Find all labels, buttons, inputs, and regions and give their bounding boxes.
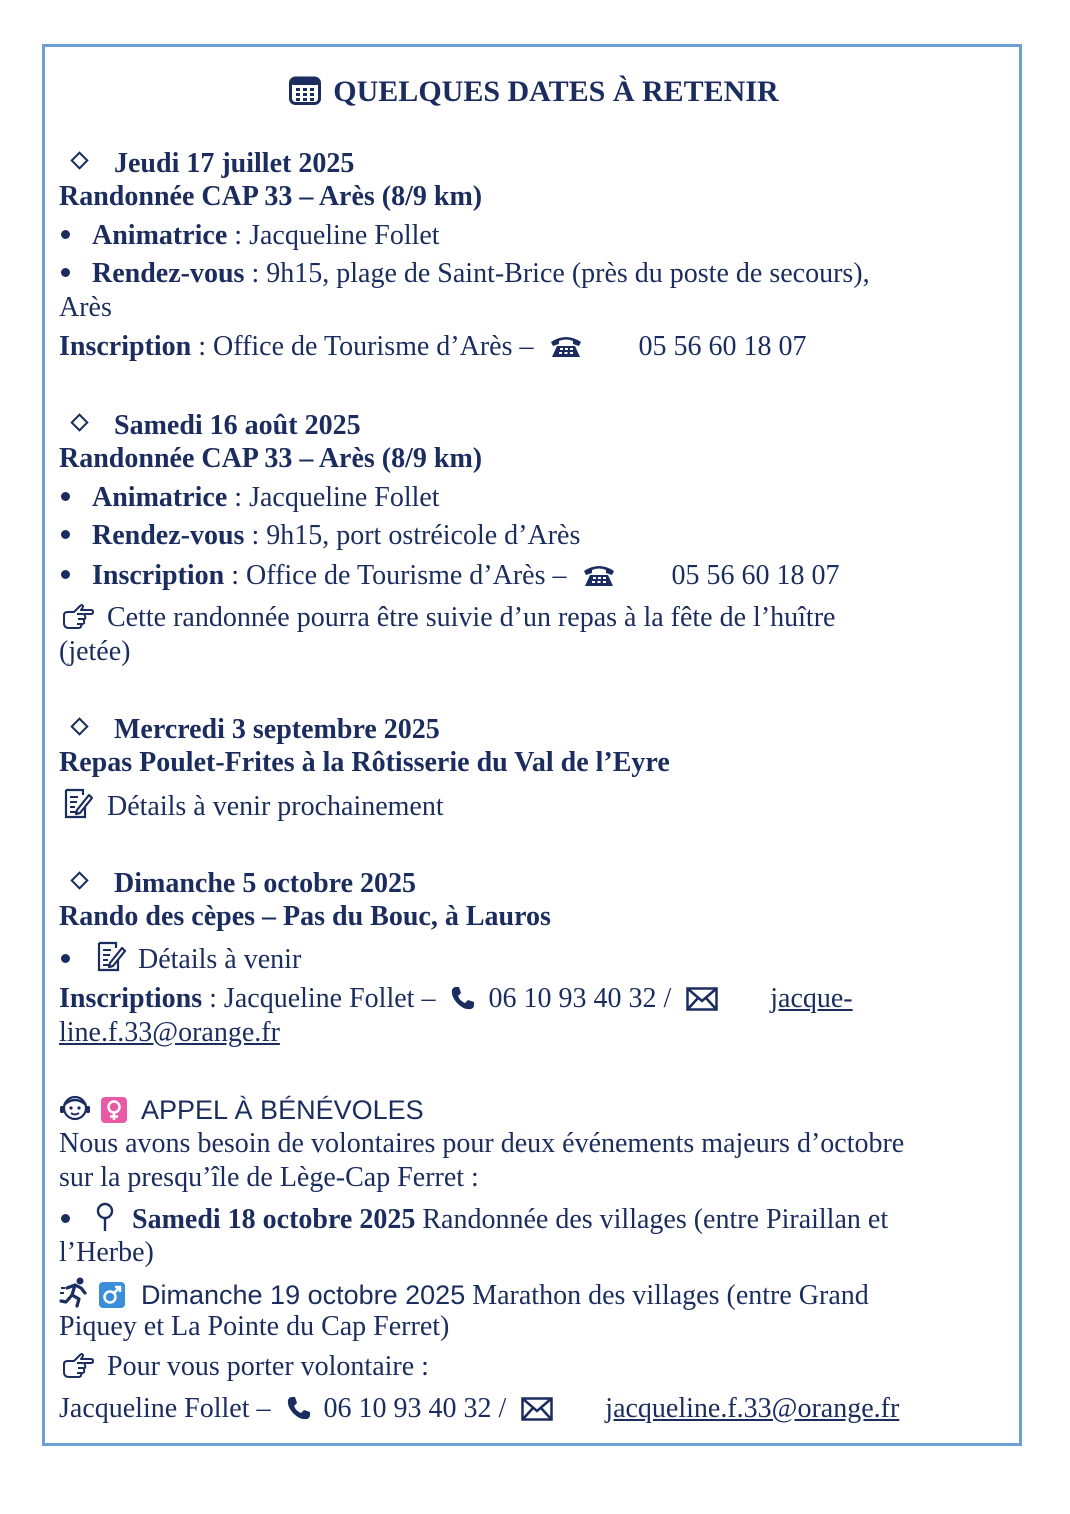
content-frame: [42, 44, 1022, 1446]
event-1-date: Jeudi 17 juillet 2025: [114, 148, 355, 179]
event-1-phone[interactable]: 05 56 60 18 07: [638, 331, 807, 362]
telephone-icon: [549, 333, 583, 368]
event-4-email-link-cont[interactable]: line.f.33@orange.fr: [59, 1017, 280, 1048]
bullet-icon: [61, 570, 70, 579]
inscription-label: Inscription: [92, 560, 225, 591]
animatrice-label: Animatrice: [92, 220, 228, 251]
event-3-date-line: [59, 713, 440, 747]
event-2-note: [59, 601, 835, 639]
rdv-label: Rendez-vous: [92, 520, 245, 551]
bullet-icon: [61, 268, 70, 277]
volunteer-event-1-text: Randonnée des villages (entre Piraillan et: [415, 1204, 889, 1235]
bullet-icon: [61, 492, 70, 501]
diamond-bullet-icon: [70, 871, 88, 889]
handset-icon: [450, 985, 476, 1020]
event-4-inscriptions: [59, 982, 853, 1020]
bullet-icon: [61, 954, 70, 963]
rdv-value: : 9h15, plage de Saint-Brice (près du poste de secours),: [244, 258, 870, 289]
event-2-animatrice: [59, 481, 440, 515]
event-4-name: Rando des cèpes – Pas du Bouc, à Lauros: [59, 901, 551, 932]
event-1-rdv-cont: Arès: [59, 292, 112, 323]
event-4-email-link[interactable]: jacque-: [770, 983, 853, 1014]
details-text: Détails à venir prochainement: [107, 791, 444, 822]
event-3-details: [59, 787, 444, 828]
volunteer-event-1-cont: l’Herbe): [59, 1237, 154, 1268]
pointing-hand-icon: [59, 602, 95, 639]
pointing-hand-icon: [59, 1351, 95, 1388]
contact-phone[interactable]: 06 10 93 40 32 /: [323, 1393, 514, 1424]
contact-name: Jacqueline Follet –: [59, 1393, 278, 1424]
bullet-icon: [61, 530, 70, 539]
volunteers-intro: Nous avons besoin de volontaires pour deux événements majeurs d’octobre: [59, 1128, 905, 1159]
rdv-label: Rendez-vous: [92, 258, 245, 289]
telephone-icon: [582, 562, 616, 597]
volunteer-contact-intro: [59, 1350, 429, 1388]
event-2-name: Randonnée CAP 33 – Arès (8/9 km): [59, 443, 483, 474]
envelope-icon: [686, 986, 718, 1020]
diamond-bullet-icon: [70, 413, 88, 431]
diamond-bullet-icon: [70, 151, 88, 169]
event-4-date-line: [59, 867, 416, 901]
volunteer-contact: [59, 1392, 899, 1430]
volunteer-event-2-cont: Piquey et La Pointe du Cap Ferret): [59, 1311, 450, 1342]
inscription-label: Inscription: [59, 331, 192, 362]
memo-icon: [96, 940, 126, 981]
event-4-date: Dimanche 5 octobre 2025: [114, 868, 416, 899]
event-2-date-line: [59, 409, 361, 443]
animatrice-value: : Jacqueline Follet: [227, 482, 440, 513]
rdv-value: : 9h15, port ostréicole d’Arès: [244, 520, 581, 551]
memo-icon: [63, 787, 93, 828]
contact-intro-text: Pour vous porter volontaire :: [107, 1351, 429, 1382]
title-text: QUELQUES DATES À RETENIR: [333, 75, 779, 108]
male-sign-icon: [99, 1282, 125, 1308]
inscriptions-value: : Jacqueline Follet –: [202, 983, 443, 1014]
volunteer-event-1: [59, 1202, 888, 1241]
diamond-bullet-icon: [70, 717, 88, 735]
page-title: [59, 75, 1009, 113]
volunteers-heading-text: APPEL À BÉNÉVOLES: [141, 1095, 424, 1125]
calendar-icon: [289, 75, 321, 113]
contact-email-link[interactable]: jacqueline.f.33@orange.fr: [605, 1393, 900, 1424]
event-1-rdv: [59, 257, 870, 291]
details-text: Détails à venir: [138, 944, 302, 975]
handset-icon: [286, 1395, 312, 1430]
event-1-name: Randonnée CAP 33 – Arès (8/9 km): [59, 181, 483, 212]
envelope-icon: [521, 1396, 553, 1430]
inscription-value: : Office de Tourisme d’Arès –: [224, 560, 574, 591]
female-sign-icon: [101, 1097, 127, 1123]
inscriptions-label: Inscriptions: [59, 983, 203, 1014]
animatrice-label: Animatrice: [92, 482, 228, 513]
note-text: Cette randonnée pourra être suivie d’un repas à la fête de l’huître: [107, 602, 836, 633]
event-1-date-line: [59, 147, 354, 181]
volunteer-event-2-text: Marathon des villages (entre Grand: [465, 1280, 869, 1311]
event-1-animatrice: [59, 219, 440, 253]
event-4-phone[interactable]: 06 10 93 40 32 /: [488, 983, 679, 1014]
event-2-date: Samedi 16 août 2025: [114, 410, 361, 441]
volunteer-event-2-date: Dimanche 19 octobre 2025: [141, 1280, 466, 1310]
bullet-icon: [61, 230, 70, 239]
bullet-icon: [61, 1214, 70, 1223]
inscription-value: : Office de Tourisme d’Arès –: [191, 331, 541, 362]
animatrice-value: : Jacqueline Follet: [227, 220, 440, 251]
event-1-inscription: [59, 330, 807, 368]
volunteer-event-1-date: Samedi 18 octobre 2025: [132, 1204, 416, 1235]
volunteers-intro-cont: sur la presqu’île de Lège-Cap Ferret :: [59, 1162, 479, 1193]
event-3-date: Mercredi 3 septembre 2025: [114, 714, 440, 745]
event-3-name: Repas Poulet-Frites à la Rôtisserie du Val de l’Eyre: [59, 747, 670, 778]
event-2-inscription: [59, 559, 840, 597]
event-2-note-cont: (jetée): [59, 636, 131, 667]
event-2-rdv: [59, 519, 580, 553]
event-4-details: [59, 940, 301, 981]
event-2-phone[interactable]: 05 56 60 18 07: [671, 560, 840, 591]
